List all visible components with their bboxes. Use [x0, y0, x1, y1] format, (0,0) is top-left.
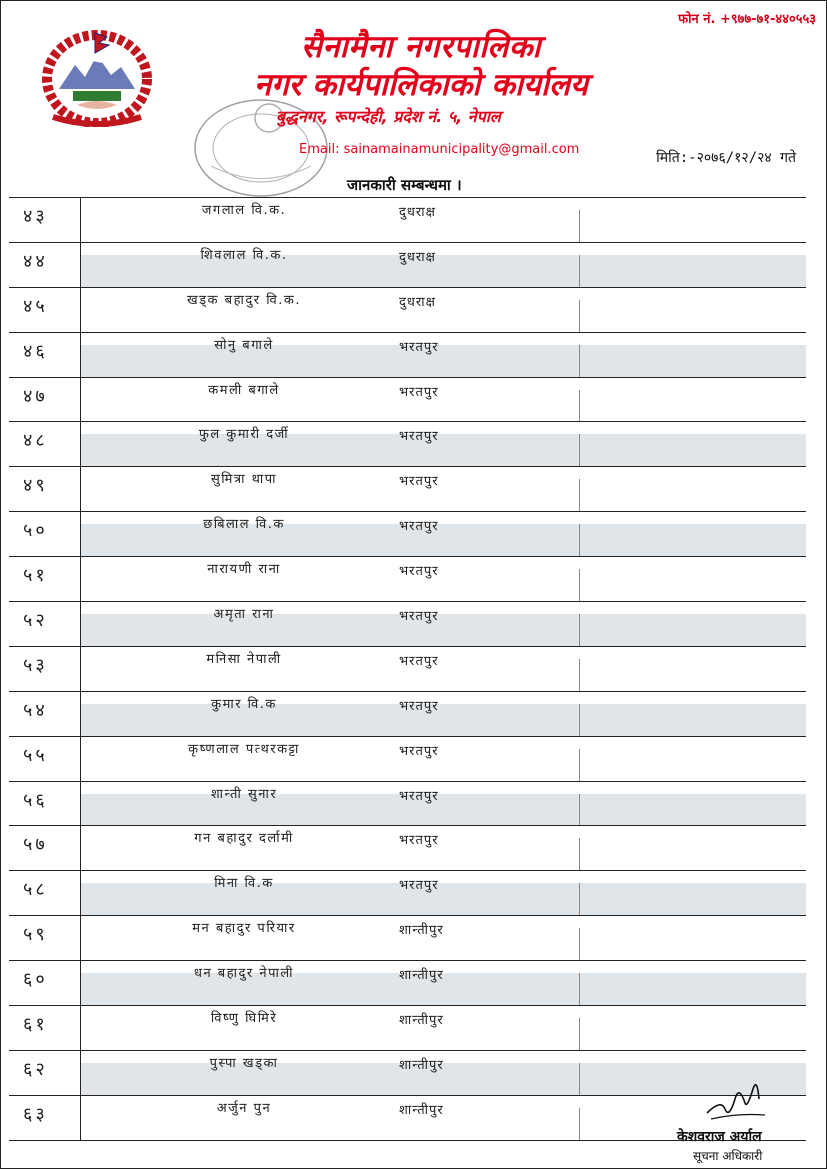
beneficiary-address: शान्तीपुर	[399, 968, 444, 984]
serial-number: ६१	[23, 1014, 48, 1036]
serial-number: ५७	[23, 834, 48, 856]
serial-number: ५८	[23, 879, 48, 901]
serial-number: ५४	[23, 699, 48, 721]
column-divider	[579, 704, 580, 736]
column-divider	[80, 692, 81, 737]
table-row	[9, 961, 806, 1006]
column-divider	[80, 826, 81, 871]
table-row	[9, 512, 806, 557]
column-divider	[579, 1108, 580, 1140]
table-row	[9, 1006, 806, 1051]
column-divider	[579, 1063, 580, 1095]
column-divider	[579, 928, 580, 960]
serial-number: ५६	[23, 789, 48, 811]
beneficiary-address: शान्तीपुर	[399, 1013, 444, 1029]
serial-number: ६२	[23, 1058, 48, 1080]
beneficiary-name: कुमार वि.क	[211, 696, 277, 712]
column-divider	[579, 345, 580, 377]
office-email: Email: sainamainamunicipality@gmail.com	[299, 142, 580, 157]
serial-number: ५९	[23, 924, 48, 946]
column-divider	[579, 524, 580, 556]
beneficiary-name: गन बहादुर दर्लामी	[194, 831, 294, 847]
beneficiary-name: खड्क बहादुर वि.क.	[186, 292, 302, 308]
office-address: बुद्धनगर, रूपन्देही, प्रदेश नं. ५, नेपाल	[276, 107, 501, 126]
table-row	[9, 647, 806, 692]
column-divider	[80, 1096, 81, 1141]
beneficiary-address: भरतपुर	[399, 429, 439, 445]
serial-number: ४९	[23, 475, 48, 497]
beneficiary-name: शिवलाल वि.क.	[200, 247, 288, 263]
beneficiary-address: शान्तीपुर	[399, 923, 444, 939]
column-divider	[579, 434, 580, 466]
column-divider	[80, 557, 81, 602]
beneficiary-address: दुधराक्ष	[399, 249, 436, 265]
table-row	[9, 288, 806, 333]
beneficiary-address: शान्तीपुर	[399, 1057, 444, 1073]
beneficiary-address: भरतपुर	[399, 788, 439, 804]
column-divider	[579, 210, 580, 242]
phone-number: फोन नं. +९७७-७१-४४०५५३	[678, 12, 816, 27]
column-divider	[579, 614, 580, 646]
column-divider	[80, 333, 81, 378]
beneficiary-name: सुमित्रा थापा	[210, 472, 278, 488]
column-divider	[80, 1006, 81, 1051]
table-row	[9, 557, 806, 602]
column-divider	[579, 659, 580, 691]
column-divider	[80, 467, 81, 512]
column-divider	[80, 961, 81, 1006]
serial-number: ४४	[23, 250, 48, 272]
beneficiary-name: जगलाल वि.क.	[201, 203, 287, 218]
column-divider	[80, 871, 81, 916]
beneficiary-address: भरतपुर	[399, 474, 439, 490]
beneficiary-name: छबिलाल वि.क	[203, 517, 285, 533]
beneficiary-name: कृष्णलाल पत्थरकट्टा	[188, 741, 300, 757]
column-divider	[80, 422, 81, 467]
column-divider	[579, 838, 580, 870]
beneficiary-name: नारायणी राना	[207, 562, 281, 578]
beneficiary-name: अमृता राना	[213, 607, 275, 623]
beneficiary-address: भरतपुर	[399, 698, 439, 714]
beneficiary-name: धन बहादुर नेपाली	[193, 966, 295, 982]
serial-number: ५०	[23, 520, 48, 542]
column-divider	[579, 569, 580, 601]
handwritten-signature-icon	[701, 1069, 771, 1127]
letter-subject: जानकारी सम्बन्धमा ।	[347, 176, 462, 194]
serial-number: ५१	[23, 565, 48, 587]
column-divider	[80, 737, 81, 782]
beneficiary-address: शान्तीपुर	[399, 1102, 444, 1118]
serial-number: ६०	[23, 969, 48, 991]
beneficiary-address: भरतपुर	[399, 833, 439, 849]
beneficiary-name: मिना वि.क	[214, 876, 274, 892]
table-row	[9, 602, 806, 647]
table-row	[9, 871, 806, 916]
beneficiary-name: फुल कुमारी दर्जी	[198, 427, 290, 443]
column-divider	[80, 1051, 81, 1096]
column-divider	[579, 973, 580, 1005]
column-divider	[579, 479, 580, 511]
column-divider	[80, 647, 81, 692]
nepal-emblem-icon	[37, 27, 157, 127]
beneficiary-name: मनिसा नेपाली	[206, 651, 282, 667]
serial-number: ५३	[23, 654, 48, 676]
serial-number: ५२	[23, 610, 48, 632]
column-divider	[80, 602, 81, 647]
office-title: नगर कार्यपालिकाको कार्यालय	[254, 67, 588, 103]
municipality-title: सैनामैना नगरपालिका	[300, 29, 542, 65]
beneficiary-name: शान्ती सुनार	[210, 786, 278, 802]
table-row	[9, 467, 806, 512]
beneficiary-address: दुधराक्ष	[399, 205, 436, 220]
column-divider	[579, 794, 580, 826]
column-divider	[80, 782, 81, 827]
beneficiary-address: दुधराक्ष	[399, 294, 436, 310]
column-divider	[579, 883, 580, 915]
beneficiary-address: भरतपुर	[399, 519, 439, 535]
table-row	[9, 826, 806, 871]
beneficiary-address: भरतपुर	[399, 609, 439, 625]
signer-role: सूचना अधिकारी	[693, 1149, 763, 1163]
beneficiary-name: अर्जुन पुन	[216, 1100, 272, 1116]
table-row	[9, 1051, 806, 1096]
column-divider	[579, 749, 580, 781]
serial-number: ४५	[23, 295, 48, 317]
beneficiary-name: पुस्पा खड्का	[209, 1055, 279, 1071]
serial-number: ४७	[23, 385, 48, 407]
column-divider	[80, 243, 81, 288]
column-divider	[579, 300, 580, 332]
signer-name: केशवराज अर्याल	[677, 1129, 762, 1145]
table-row	[9, 782, 806, 827]
beneficiary-address: भरतपुर	[399, 384, 439, 400]
table-row	[9, 198, 806, 243]
table-row	[9, 692, 806, 737]
column-divider	[80, 378, 81, 423]
column-divider	[579, 255, 580, 287]
column-divider	[80, 512, 81, 557]
column-divider	[80, 916, 81, 961]
serial-number: ४६	[23, 340, 48, 362]
column-divider	[579, 1018, 580, 1050]
table-row	[9, 243, 806, 288]
serial-number: ४८	[23, 430, 48, 452]
column-divider	[579, 390, 580, 422]
table-row	[9, 422, 806, 467]
table-row	[9, 737, 806, 782]
beneficiary-name: विष्णु घिमिरे	[210, 1011, 278, 1027]
serial-number: ६३	[23, 1103, 48, 1125]
column-divider	[80, 288, 81, 333]
beneficiary-address: भरतपुर	[399, 743, 439, 759]
letter-date: मिति:-२०७६/१२/२४ गते	[656, 150, 796, 166]
beneficiary-name: मन बहादुर परियार	[192, 921, 296, 937]
beneficiary-address: भरतपुर	[399, 878, 439, 894]
serial-number: ५५	[23, 744, 48, 766]
beneficiary-name: कमली बगाले	[208, 382, 280, 398]
table-row	[9, 378, 806, 423]
beneficiary-address: भरतपुर	[399, 564, 439, 580]
column-divider	[80, 198, 81, 243]
beneficiary-name: सोनु बगाले	[214, 337, 274, 353]
table-row	[9, 916, 806, 961]
serial-number: ४३	[23, 206, 48, 227]
beneficiary-address: भरतपुर	[399, 339, 439, 355]
beneficiary-table	[9, 197, 806, 1141]
table-row	[9, 333, 806, 378]
beneficiary-address: भरतपुर	[399, 653, 439, 669]
